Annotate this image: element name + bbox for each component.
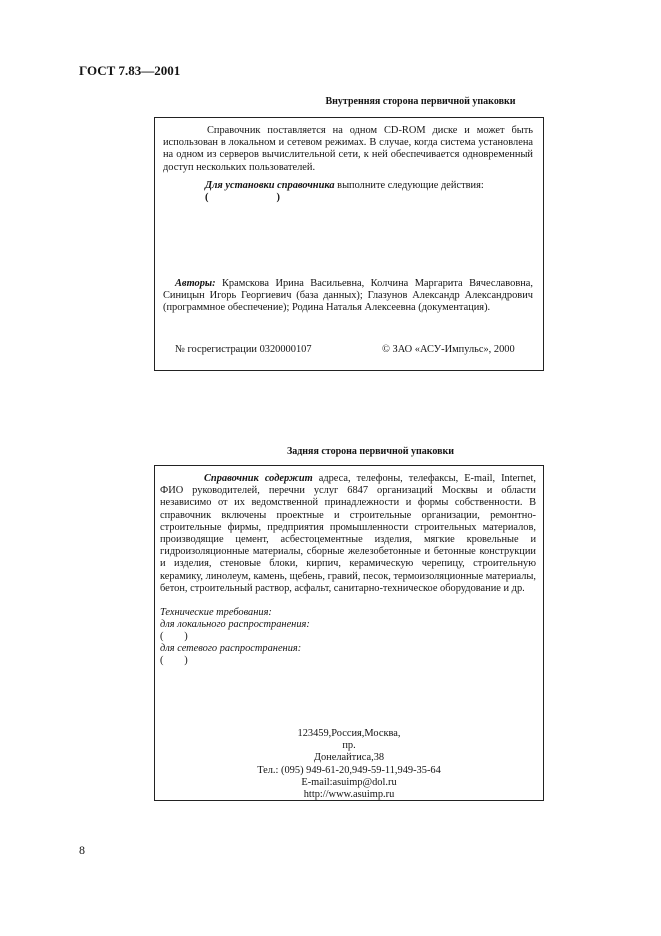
copyright-line: © ЗАО «АСУ-Импульс», 2000 <box>382 344 515 355</box>
inner-side-title: Внутренняя сторона первичной упаковки <box>325 96 516 107</box>
authors-label: Авторы: <box>175 278 216 289</box>
local-distribution-blank: ( ) <box>160 631 188 642</box>
registration-number: № госрегистрации 0320000107 <box>175 344 312 355</box>
page-number: 8 <box>79 843 85 857</box>
install-blank <box>205 192 325 204</box>
back-side-box <box>154 465 544 801</box>
address-line: пр. <box>342 740 356 752</box>
install-open-paren: ( <box>205 192 209 203</box>
contents-text: адреса, телефоны, телефаксы, E-mail, Internet, ФИО руководителей, перечни услуг 6847 организаций Москвы и области независимо от их ведомственной принадлежности и формы собственности. В справочник включены проектные и строительные организации, ремонтно-строительные фирмы, предприятия промышленности строительных материалов, производящие цемент, асбестоцементные изделия, мягкие кровельные и гидроизоляционные материалы, сборные железобетонные и бетонные конструкции и изделия, стеновые блоки, кирпич, керамическую черепицу, строительную керамику, линолеум, камень, щебень, гравий, песок, термоизоляционные материалы, бетон, строительный раствор, асфальт, санитарно-техническое оборудование и др. <box>160 473 536 594</box>
phone-line: Тел.: (095) 949-61-20,949-59-11,949-35-64 <box>257 764 441 776</box>
address-line: Донелайтиса,38 <box>313 752 385 764</box>
install-close-paren: ) <box>276 192 280 203</box>
install-instructions <box>205 180 535 192</box>
website-line: http://www.asuimp.ru <box>303 789 395 801</box>
contents-paragraph <box>160 473 536 595</box>
network-distribution-blank: ( ) <box>160 655 188 666</box>
install-text: выполните следующие действия: <box>334 180 484 191</box>
inner-intro-paragraph: Справочник поставляется на одном CD-ROM диске и может быть использован в локальном и сетевом режимах. В случае, когда система установлена на одном из серверов вычислительной сети, к ней обеспечивается одновременный доступ нескольких пользователей. <box>163 125 533 173</box>
email-line: E-mail:asuimp@dol.ru <box>301 776 397 788</box>
authors-text: Крамскова Ирина Васильевна, Колчина Маргарита Вячеславовна, Синицын Игорь Георгиевич (база данных); Глазунов Александр Александрович (программное обеспечение); Родина Наталья Алексеевна (документация). <box>163 278 533 314</box>
contact-address-block <box>155 728 543 801</box>
document-standard-header: ГОСТ 7.83—2001 <box>79 63 181 78</box>
inner-side-box <box>154 117 544 371</box>
tech-requirements-label: Технические требования: <box>160 607 272 618</box>
contents-label: Справочник содержит <box>204 473 313 484</box>
back-side-title: Задняя сторона первичной упаковки <box>286 446 455 457</box>
install-label: Для установки справочника <box>205 180 335 191</box>
local-distribution-label: для локального распространения: <box>160 619 310 630</box>
network-distribution-label: для сетевого распространения: <box>160 643 302 654</box>
address-line: 123459,Россия,Москва, <box>297 728 401 739</box>
authors-paragraph <box>163 278 533 315</box>
